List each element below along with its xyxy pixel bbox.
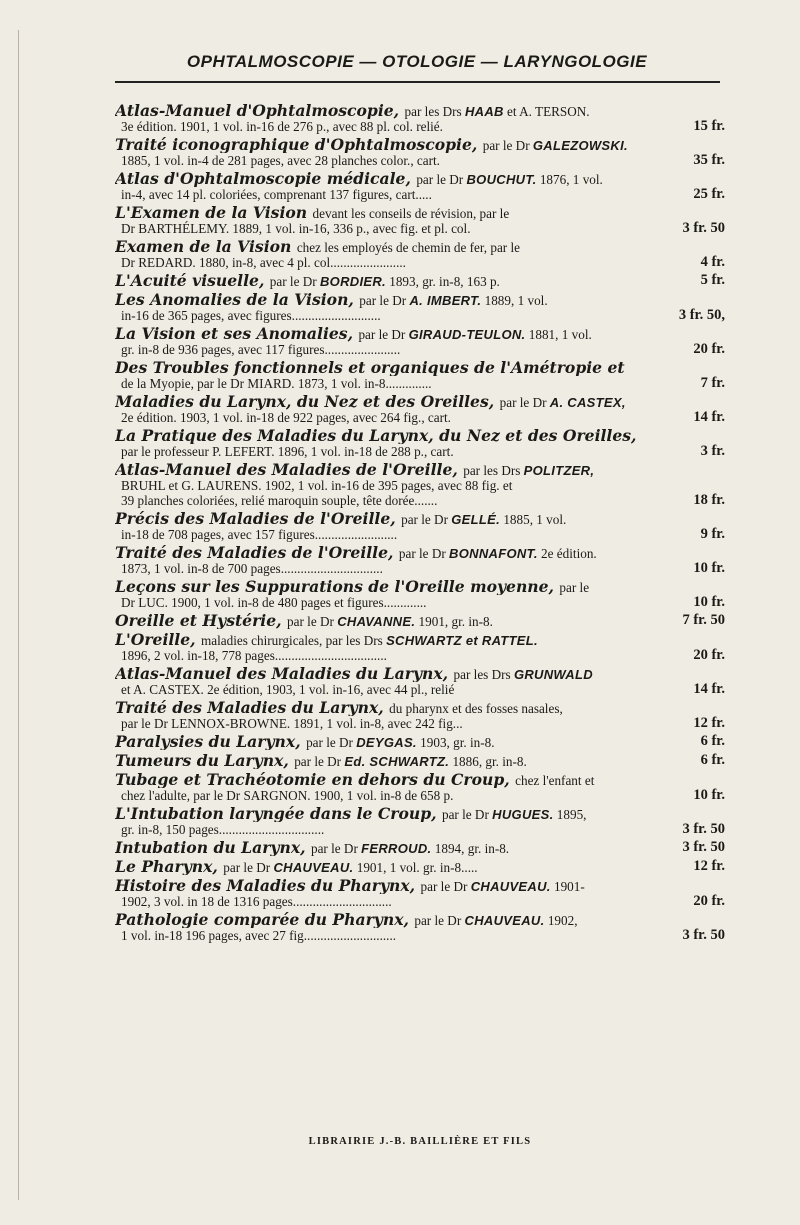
entry-text: par le Dr xyxy=(414,913,465,928)
price: 6 fr. xyxy=(698,734,725,749)
price: 9 fr. xyxy=(698,527,725,542)
catalog-entry xyxy=(115,613,725,629)
entry-text: chez les employés de chemin de fer, par le xyxy=(296,240,521,255)
entry-text: par le Dr xyxy=(269,274,320,289)
book-title: Les Anomalies de la Vision, xyxy=(115,292,360,308)
entry-title-line xyxy=(115,273,725,289)
book-author: BOUCHUT. xyxy=(466,172,537,187)
book-author: CHAUVEAU. xyxy=(470,879,551,894)
entry-detail-line xyxy=(115,894,725,909)
entry-text: 1903, gr. in-8. xyxy=(416,735,495,750)
entry-details: gr. in-8 de 936 pages, avec 117 figures....................... xyxy=(121,342,401,357)
price: 3 fr. 50, xyxy=(676,308,725,323)
price: 3 fr. 50 xyxy=(679,221,725,236)
price: 6 fr. xyxy=(698,753,725,768)
book-title: Précis des Maladies de l'Oreille, xyxy=(115,511,402,527)
entry-details: 39 planches coloriées, relié maroquin souple, tête dorée....... xyxy=(121,493,438,508)
book-author: GALEZOWSKI. xyxy=(532,138,628,153)
book-title: L'Oreille, xyxy=(115,632,202,648)
entry-details: BRUHL et G. LAURENS. 1902, 1 vol. in-16 de 395 pages, avec 88 fig. et xyxy=(121,478,513,493)
entry-title-line xyxy=(115,806,725,822)
book-title: La Vision et ses Anomalies, xyxy=(115,326,359,342)
catalog-entry xyxy=(115,545,725,576)
entry-title-line xyxy=(115,511,725,527)
entry-details: Dr LUC. 1900, 1 vol. in-8 de 480 pages et figures............. xyxy=(121,595,427,610)
entry-text: par le Dr xyxy=(287,614,338,629)
book-author: GIRAUD-TEULON. xyxy=(408,327,526,342)
entry-detail-line xyxy=(115,561,725,576)
entry-text: 1894, gr. in-8. xyxy=(431,841,510,856)
book-title: Atlas-Manuel d'Ophtalmoscopie, xyxy=(115,103,405,119)
book-author: CHAUVEAU. xyxy=(464,913,545,928)
catalog-entry xyxy=(115,205,725,236)
price: 3 fr. xyxy=(698,444,725,459)
catalog-entry xyxy=(115,632,725,663)
entry-title-line xyxy=(115,326,725,342)
entry-details: 1902, 3 vol. in 18 de 1316 pages.............................. xyxy=(121,894,392,909)
entry-text: 1901, gr. in-8. xyxy=(415,614,493,629)
catalog-entry xyxy=(115,273,725,289)
book-title: Intubation du Larynx, xyxy=(115,840,311,856)
catalog-entry xyxy=(115,239,725,270)
entry-title-line xyxy=(115,239,725,255)
entry-text: par le Dr xyxy=(401,512,452,527)
entry-text: 1893, gr. in-8, 163 p. xyxy=(385,274,500,289)
entry-title-line xyxy=(115,912,725,928)
entry-detail-line xyxy=(115,595,725,610)
book-author: A. CASTEX, xyxy=(549,395,626,410)
entry-detail-line xyxy=(115,342,725,357)
entry-text: 1886, gr. in-8. xyxy=(449,754,527,769)
entry-detail-line xyxy=(115,153,725,168)
catalog-entry xyxy=(115,326,725,357)
price: 3 fr. 50 xyxy=(679,822,725,837)
entry-details: 1885, 1 vol. in-4 de 281 pages, avec 28 planches color., cart. xyxy=(121,153,440,168)
entry-detail-line xyxy=(115,444,725,459)
catalog-entry xyxy=(115,171,725,202)
entry-title-line xyxy=(115,360,725,376)
book-title: Paralysies du Larynx, xyxy=(115,734,307,750)
entry-details: 3e édition. 1901, 1 vol. in-16 de 276 p., avec 88 pl. col. relié. xyxy=(121,119,443,134)
entry-title-line xyxy=(115,632,725,648)
book-title: Traité iconographique d'Ophtalmoscopie, xyxy=(115,137,483,153)
entry-text: 1895, xyxy=(553,807,587,822)
entry-text: par le Dr xyxy=(398,546,450,561)
entry-title-line xyxy=(115,579,725,595)
price: 10 fr. xyxy=(690,788,725,803)
catalog-entry xyxy=(115,734,725,750)
entry-title-line xyxy=(115,734,725,750)
entry-details: et A. CASTEX. 2e édition, 1903, 1 vol. in-16, avec 44 pl., relié xyxy=(121,682,455,697)
book-title: Atlas d'Ophtalmoscopie médicale, xyxy=(115,171,417,187)
book-title: Tubage et Trachéotomie en dehors du Croup, xyxy=(115,772,516,788)
entry-text: du pharynx et des fosses nasales, xyxy=(389,701,563,716)
binding-edge xyxy=(18,30,19,1200)
price: 18 fr. xyxy=(690,493,725,508)
entry-text: par le Dr xyxy=(441,807,493,822)
entry-text: maladies chirurgicales, par les Drs xyxy=(201,633,387,648)
entry-detail-line xyxy=(115,493,725,508)
entry-details: Dr REDARD. 1880, in-8, avec 4 pl. col....................... xyxy=(121,255,406,270)
entry-text: par le Dr xyxy=(420,879,471,894)
book-title: Atlas-Manuel des Maladies du Larynx, xyxy=(115,666,454,682)
entry-text: et xyxy=(503,104,520,119)
entry-title-line xyxy=(115,859,725,875)
price: 12 fr. xyxy=(690,716,725,731)
publisher-footer: LIBRAIRIE J.-B. BAILLIÈRE ET FILS xyxy=(308,1136,532,1147)
entry-details: Dr BARTHÉLEMY. 1889, 1 vol. in-16, 336 p., avec fig. et pl. col. xyxy=(121,221,471,236)
entry-details: 2e édition. 1903, 1 vol. in-18 de 922 pages, avec 264 fig., cart. xyxy=(121,410,451,425)
price: 7 fr. 50 xyxy=(679,613,725,628)
entry-text: par les Drs xyxy=(404,104,465,119)
book-title: Atlas-Manuel des Maladies de l'Oreille, xyxy=(115,462,464,478)
entry-detail-line xyxy=(115,682,725,697)
catalog-entry xyxy=(115,292,725,323)
book-title: Histoire des Maladies du Pharynx, xyxy=(115,878,421,894)
price: 7 fr. xyxy=(698,376,725,391)
book-title: L'Examen de la Vision xyxy=(115,205,313,221)
price: 15 fr. xyxy=(690,119,725,134)
entry-title-line xyxy=(115,700,725,716)
price: 3 fr. 50 xyxy=(679,840,725,855)
book-title: Tumeurs du Larynx, xyxy=(115,753,295,769)
price: 20 fr. xyxy=(690,648,725,663)
book-author: HUGUES. xyxy=(492,807,554,822)
entry-details: 1 vol. in-18 196 pages, avec 27 fig............................ xyxy=(121,928,397,943)
entry-text: A. TERSON. xyxy=(519,104,590,119)
entry-title-line xyxy=(115,840,725,856)
entry-text: 1901- xyxy=(550,879,585,894)
entry-details: de la Myopie, par le Dr MIARD. 1873, 1 vol. in-8.............. xyxy=(121,376,432,391)
book-title: Le Pharynx, xyxy=(115,859,224,875)
entry-details: par le professeur P. LEFERT. 1896, 1 vol. in-18 de 288 p., cart. xyxy=(121,444,454,459)
entry-text: 1881, 1 vol. xyxy=(525,327,592,342)
entry-title-line xyxy=(115,772,725,788)
book-title: Traité des Maladies de l'Oreille, xyxy=(115,545,399,561)
price: 25 fr. xyxy=(690,187,725,202)
entry-text: 1885, 1 vol. xyxy=(500,512,567,527)
entry-details: par le Dr LENNOX-BROWNE. 1891, 1 vol. in-8, avec 242 fig... xyxy=(121,716,463,731)
entry-text: par le Dr xyxy=(482,138,533,153)
price: 20 fr. xyxy=(690,342,725,357)
entry-title-line xyxy=(115,666,725,682)
catalog-entry xyxy=(115,394,725,425)
book-author: GELLÉ. xyxy=(451,512,501,527)
entry-detail-line xyxy=(115,119,725,134)
catalog-entry xyxy=(115,912,725,943)
book-author: BONNAFONT. xyxy=(449,546,538,561)
price: 14 fr. xyxy=(690,410,725,425)
price: 10 fr. xyxy=(690,595,725,610)
entry-detail-line xyxy=(115,527,725,542)
book-author: CHAVANNE. xyxy=(337,614,416,629)
entry-text: par les Drs xyxy=(463,463,524,478)
price: 20 fr. xyxy=(690,894,725,909)
book-title: Examen de la Vision xyxy=(115,239,297,255)
catalog-entry xyxy=(115,137,725,168)
catalog-entry xyxy=(115,878,725,909)
entry-details: in-18 de 708 pages, avec 157 figures......................... xyxy=(121,527,398,542)
entry-text: par le Dr xyxy=(306,735,357,750)
entry-text: 1901, 1 vol. gr. in-8..... xyxy=(353,860,478,875)
entry-text: 1902, xyxy=(544,913,578,928)
book-author: SCHWARTZ et RATTEL. xyxy=(386,633,538,648)
entry-title-line xyxy=(115,171,725,187)
book-author: A. IMBERT. xyxy=(409,293,482,308)
catalog-entry xyxy=(115,840,725,856)
catalog-entry xyxy=(115,579,725,610)
price: 12 fr. xyxy=(690,859,725,874)
entry-title-line xyxy=(115,613,725,629)
entry-title-line xyxy=(115,428,725,444)
book-title: L'Acuité visuelle, xyxy=(115,273,270,289)
entry-detail-line xyxy=(115,376,725,391)
entry-details: 1873, 1 vol. in-8 de 700 pages............................... xyxy=(121,561,383,576)
catalog-entries xyxy=(115,103,725,946)
book-title: Pathologie comparée du Pharynx, xyxy=(115,912,415,928)
catalog-entry xyxy=(115,859,725,875)
book-title: La Pratique des Maladies du Larynx, du Nez et des Oreilles, xyxy=(115,428,637,444)
entry-text: 2e édition. xyxy=(537,546,597,561)
price: 4 fr. xyxy=(698,255,725,270)
entry-text: par le Dr xyxy=(358,327,409,342)
catalog-entry xyxy=(115,772,725,803)
book-title: Des Troubles fonctionnels et organiques de l'Amétropie et xyxy=(115,360,625,376)
book-title: L'Intubation laryngée dans le Croup, xyxy=(115,806,442,822)
book-author: DEYGAS. xyxy=(356,735,417,750)
entry-details: chez l'adulte, par le Dr SARGNON. 1900, 1 vol. in-8 de 658 p. xyxy=(121,788,454,803)
entry-detail-line xyxy=(115,648,725,663)
entry-text: par le xyxy=(559,580,590,595)
entry-detail-line xyxy=(115,187,725,202)
price: 35 fr. xyxy=(690,153,725,168)
entry-text: 1889, 1 vol. xyxy=(481,293,548,308)
entry-title-line xyxy=(115,394,725,410)
book-title: Oreille et Hystérie, xyxy=(115,613,288,629)
entry-detail-line xyxy=(115,221,725,236)
catalog-entry xyxy=(115,806,725,837)
entry-detail-line xyxy=(115,928,725,943)
entry-text: par le Dr xyxy=(359,293,410,308)
book-author: FERROUD. xyxy=(361,841,432,856)
price: 10 fr. xyxy=(690,561,725,576)
entry-title-line xyxy=(115,545,725,561)
entry-title-line xyxy=(115,292,725,308)
entry-detail-line xyxy=(115,478,725,493)
price: 3 fr. 50 xyxy=(679,928,725,943)
book-title: Maladies du Larynx, du Nez et des Oreilles, xyxy=(115,394,500,410)
entry-detail-line xyxy=(115,822,725,837)
entry-text: par le Dr xyxy=(416,172,467,187)
entry-title-line xyxy=(115,878,725,894)
entry-details: in-4, avec 14 pl. coloriées, comprenant 137 figures, cart..... xyxy=(121,187,432,202)
entry-title-line xyxy=(115,462,725,478)
entry-details: gr. in-8, 150 pages................................ xyxy=(121,822,325,837)
catalog-entry xyxy=(115,428,725,459)
entry-title-line xyxy=(115,103,725,119)
catalog-entry xyxy=(115,103,725,134)
entry-text: 1876, 1 vol. xyxy=(536,172,603,187)
entry-detail-line xyxy=(115,788,725,803)
catalog-entry xyxy=(115,462,725,508)
book-title: Leçons sur les Suppurations de l'Oreille moyenne, xyxy=(115,579,560,595)
entry-detail-line xyxy=(115,410,725,425)
book-author: HAAB xyxy=(464,104,504,119)
page-header: OPHTALMOSCOPIE — OTOLOGIE — LARYNGOLOGIE xyxy=(186,52,648,71)
entry-details: 1896, 2 vol. in-18, 778 pages.................................. xyxy=(121,648,387,663)
entry-details: in-16 de 365 pages, avec figures........................... xyxy=(121,308,381,323)
catalog-entry xyxy=(115,700,725,731)
book-author: POLITZER, xyxy=(523,463,595,478)
entry-detail-line xyxy=(115,255,725,270)
entry-text: par le Dr xyxy=(310,841,362,856)
entry-detail-line xyxy=(115,716,725,731)
book-author: BORDIER. xyxy=(319,274,386,289)
price: 14 fr. xyxy=(690,682,725,697)
catalog-entry xyxy=(115,753,725,769)
entry-detail-line xyxy=(115,308,725,323)
entry-text: par le Dr xyxy=(294,754,345,769)
entry-text: chez l'enfant et xyxy=(515,773,595,788)
catalog-entry xyxy=(115,360,725,391)
entry-title-line xyxy=(115,205,725,221)
entry-text: devant les conseils de révision, par le xyxy=(312,206,510,221)
entry-title-line xyxy=(115,137,725,153)
entry-text: par le Dr xyxy=(499,395,550,410)
price: 5 fr. xyxy=(698,273,725,288)
header-rule xyxy=(115,81,720,83)
book-author: CHAUVEAU. xyxy=(273,860,354,875)
catalog-entry xyxy=(115,511,725,542)
book-author: GRUNWALD xyxy=(513,667,593,682)
entry-title-line xyxy=(115,753,725,769)
catalog-entry xyxy=(115,666,725,697)
entry-text: par les Drs xyxy=(453,667,514,682)
entry-text: par le Dr xyxy=(223,860,274,875)
book-author: Ed. SCHWARTZ. xyxy=(344,754,450,769)
book-title: Traité des Maladies du Larynx, xyxy=(115,700,390,716)
